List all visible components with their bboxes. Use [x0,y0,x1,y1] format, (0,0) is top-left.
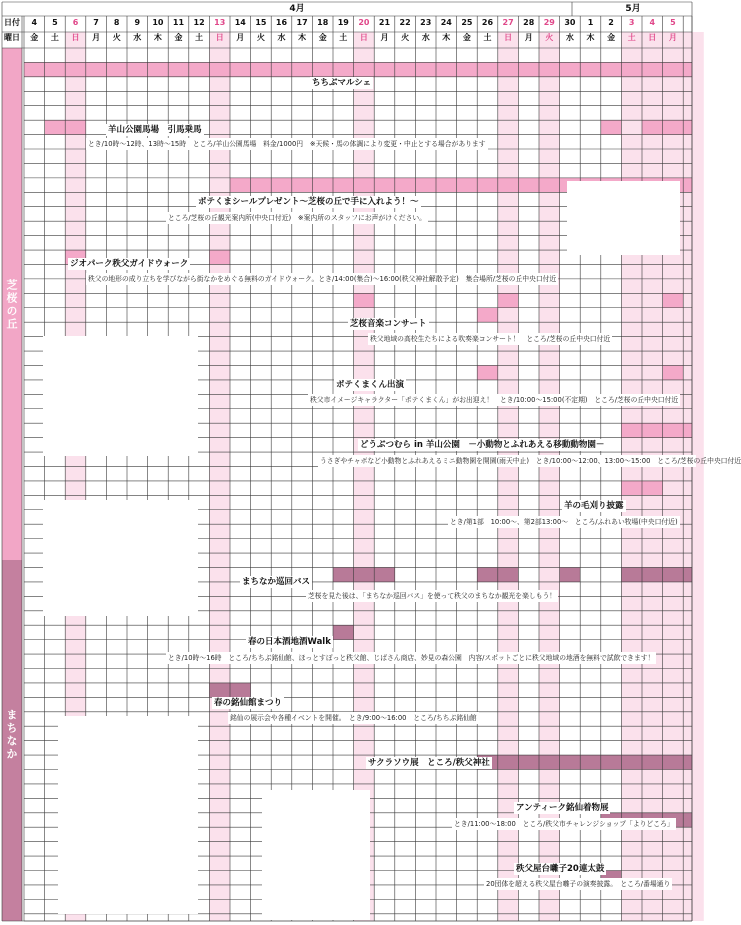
day-number: 7 [93,18,99,27]
weekday: 水 [565,33,574,42]
day-number: 15 [255,18,267,27]
event-title: ちちぶマルシェ [312,78,372,88]
day-number: 14 [234,18,246,27]
event-detail: 秩父市イメージキャラクター「ポテくまくん」がお出迎え！ とき/10:00～15:00(不定期) ところ/芝桜の丘中央口付近 [310,396,679,404]
weekday: 月 [668,33,677,42]
day-number: 2 [608,18,614,27]
date-header-label: 日付 [4,18,20,27]
weekday: 火 [545,33,554,42]
holiday-column [621,32,642,921]
weekday: 日 [648,33,657,42]
day-number: 22 [399,18,411,27]
day-number: 24 [440,18,452,27]
event-detail: 銘仙の展示会や各種イベントを開催。 とき/9:00～16:00 ところ/ちちぶ銘仙館 [230,714,477,722]
weekday: 水 [277,33,286,42]
day-number: 29 [543,18,555,27]
weekday: 土 [483,33,492,42]
holiday-column [498,32,519,921]
blank-area [58,716,198,914]
section-label-shibazakura: 芝桜の丘 [5,279,18,331]
holiday-column [663,32,684,921]
weekday: 月 [92,33,101,42]
day-number: 13 [214,18,226,27]
weekday: 日 [359,33,368,42]
event-title: どうぶつむら in 羊山公園 －小動物とふれあえる移動動物園－ [360,440,605,450]
holiday-column [683,32,704,921]
day-number: 12 [193,18,205,27]
event-bar [663,293,684,307]
weekday: 金 [30,33,39,42]
event-title: サクラソウ展 ところ/秩父神社 [368,758,490,768]
event-detail: とき/第1部 10:00～、第2部13:00～ ところ/ふれあい牧場(中央口付近) [450,518,678,526]
event-bar [333,567,395,581]
holiday-column [209,32,230,921]
event-title: ジオパーク秩父ガイドウォーク [70,259,189,269]
event-bar [477,365,498,379]
weekday: 金 [462,33,471,42]
weekday: 土 [195,33,204,42]
event-detail: とき/10時～12時、13時～15時 ところ/羊山公園馬場 料金/1000円 ※天候・馬の体調により変更・中止とする場合があります [88,140,486,148]
day-number: 6 [72,18,79,27]
event-bar [601,120,622,134]
event-detail: 芝桜を見た後は、「まちなか巡回バス」を使って秩父のまちなか観光を楽しもう！ [308,592,557,600]
weekday: 金 [607,33,616,42]
weekday: 土 [627,33,636,42]
event-title: 芝桜音楽コンサート [350,319,427,329]
day-number: 16 [275,18,288,27]
event-detail: とき/11:00～18:00 ところ/秩父市チャレンジショップ「よりどころ」 [454,820,674,828]
day-number: 5 [670,18,676,27]
month-label-april: 4月 [289,4,305,14]
day-number: 20 [358,18,370,27]
event-bar [477,755,692,769]
weekday: 金 [318,33,327,42]
weekday: 日 [215,33,224,42]
event-bar [642,120,692,134]
holiday-column [642,32,663,921]
weekday: 日 [71,33,80,42]
event-bar [209,250,230,264]
weekday: 月 [524,33,533,42]
weekday: 日 [504,33,513,42]
event-bar [477,308,498,322]
day-number: 8 [113,18,120,27]
weekday: 水 [133,33,142,42]
event-bar [333,625,354,639]
event-title: 春の日本酒地酒Walk [248,637,331,647]
day-number: 5 [52,18,58,27]
weekday: 火 [401,33,410,42]
day-number: 26 [481,18,494,27]
blank-area [43,336,198,456]
weekday: 金 [174,33,183,42]
weekday: 木 [298,33,307,42]
event-bar [498,293,519,307]
event-title: 羊山公園馬場 引馬乗馬 [108,125,202,135]
day-number: 19 [337,18,349,27]
weekday: 土 [50,33,59,42]
day-number: 23 [420,18,432,27]
day-number: 4 [31,18,38,27]
event-detail: 秩父地域の高校生たちによる吹奏楽コンサート！ ところ/芝桜の丘中央口付近 [370,335,611,343]
event-detail: 20団体を超える秩父屋台囃子の演奏披露。 ところ/番場通り [486,880,671,888]
day-number: 11 [172,18,185,27]
day-number: 3 [628,18,635,27]
weekday: 月 [380,33,389,42]
weekday: 月 [236,33,245,42]
blank-area [43,500,198,616]
weekday: 火 [256,33,265,42]
event-title: 春の銘仙館まつり [214,698,283,708]
day-number: 9 [134,18,141,27]
event-detail: うさぎやチャボなど小動物とふれあえるミニ動物園を開園(雨天中止) とき/10:00～12:00、13:00～15:00 ところ/芝桜の丘中央口付近 [320,457,741,465]
day-number: 21 [378,18,391,27]
event-title: ポテくまくん出演 [336,380,405,390]
event-title: ポテくまシールプレゼント～芝桜の丘で手に入れよう！～ [198,197,419,207]
event-bar [621,423,692,437]
weekday: 火 [112,33,121,42]
day-number: 18 [317,18,329,27]
weekday: 水 [421,33,430,42]
event-title: 秩父屋台囃子20連太鼓 [516,864,605,874]
blank-area [262,790,370,920]
weekday: 木 [153,33,162,42]
day-number: 4 [649,18,656,27]
event-title: 羊の毛刈り披露 [564,501,624,511]
event-title: まちなか巡回バス [242,577,311,587]
weekday-header-label: 曜日 [4,33,20,42]
holiday-column [539,32,560,921]
weekday: 木 [442,33,451,42]
event-detail: とき/10時～16時 ところ/ちちぶ銘仙館、ほっとすぽっと秩父館、じばさん商店、妙見の森公園 内容/スポットごとに秩父地域の地酒を無料で試飲できます！ [168,654,655,662]
holiday-column [354,32,375,921]
day-number: 1 [587,18,594,27]
day-number: 28 [523,18,535,27]
event-detail: ところ/芝桜の丘観光案内所(中央口付近) ※案内所のスタッフにお声がけください。 [168,214,426,222]
event-bar [663,365,684,379]
weekday: 土 [339,33,348,42]
event-bar [560,567,581,581]
month-label-may: 5月 [625,4,641,14]
season-band [24,62,692,76]
day-number: 10 [152,18,164,27]
section-label-machinaka: まちなか [5,709,18,761]
event-title: アンティーク銘仙着物展 [516,803,609,813]
event-bar [621,567,692,581]
weekday: 木 [586,33,595,42]
day-number: 27 [502,18,514,27]
event-bar [354,293,375,307]
day-number: 17 [296,18,308,27]
day-number: 25 [461,18,473,27]
event-detail: 秩父の地形の成り立ちを学びながら街なかをめぐる無料のガイドウォーク。とき/14:00(集合)～16:00(秩父神社解散予定) 集合場所/芝桜の丘中央口付近 [88,275,557,283]
day-number: 30 [564,18,576,27]
blank-area [567,181,680,255]
